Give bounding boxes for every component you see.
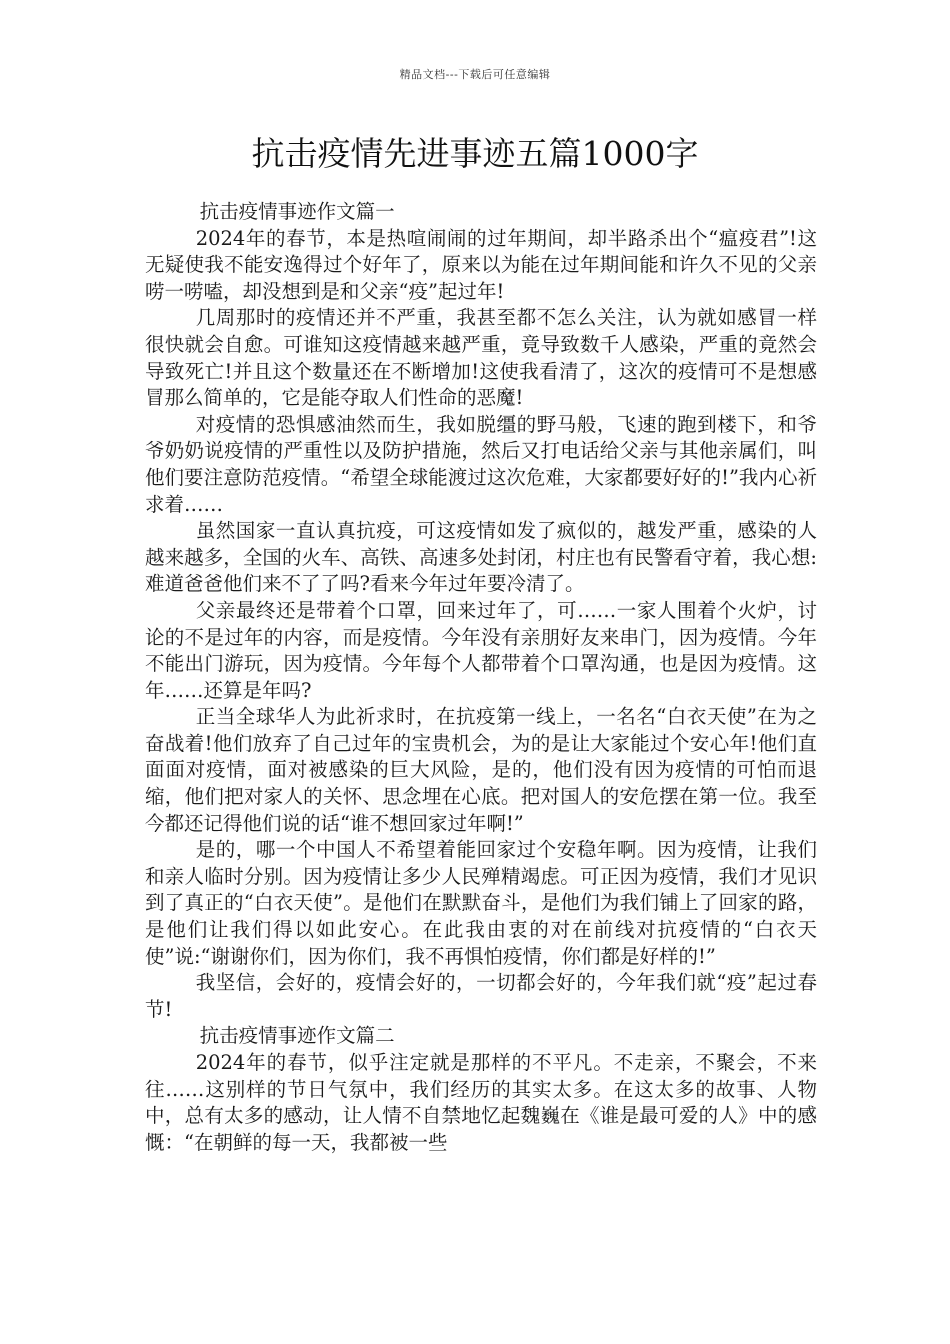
document-body [145, 199, 817, 1156]
paragraph: 是的，哪一个中国人不希望着能回家过个安稳年啊。因为疫情，让我们和亲人临时分别。因为疫情让多少人民殚精竭虑。可正因为疫情，我们才见识到了真正的“白衣天使”。是他们在默默奋斗，是他们为我们铺上了回家的路，是他们让我们得以如此安心。在此我由衷的对在前线对抗疫情的“白衣天使”说:“谢谢你们，因为你们，我不再惧怕疫情，你们都是好样的!” [145, 838, 817, 968]
section-heading-1: 抗击疫情事迹作文篇一 [199, 200, 395, 223]
paragraph: 我坚信，会好的，疫情会好的，一切都会好的，今年我们就“疫”起过春节! [145, 971, 817, 1021]
paragraph: 2024年的春节，似乎注定就是那样的不平凡。不走亲，不聚会，不来往……这别样的节日气氛中，我们经历的其实太多。在这太多的故事、人物中，总有太多的感动，让人情不自禁地忆起魏巍在《谁是最可爱的人》中的感慨：“在朝鲜的每一天，我都被一些 [145, 1051, 817, 1154]
section-heading-2: 抗击疫情事迹作文篇二 [199, 1024, 395, 1048]
page-header: 精品文档---下载后可任意编辑 [399, 68, 551, 81]
paragraph: 父亲最终还是带着个口罩，回来过年了，可……一家人围着个火炉，讨论的不是过年的内容，而是疫情。今年没有亲朋好友来串门，因为疫情。今年不能出门游玩，因为疫情。今年每个人都带着个口罩沟通，也是因为疫情。这年……还算是年吗? [145, 598, 817, 702]
document-title: 抗击疫情先进事迹五篇1000字 [251, 134, 699, 173]
paragraph: 2024年的春节，本是热喧闹闹的过年期间，却半路杀出个“瘟疫君”!这无疑使我不能安逸得过个好年了，原来以为能在过年期间能和许久不见的父亲唠一唠嗑，却没想到是和父亲“疫”起过年! [145, 226, 817, 303]
paragraph: 几周那时的疫情还并不严重，我甚至都不怎么关注，认为就如感冒一样很快就会自愈。可谁知这疫情越来越严重，竟导致数千人感染，严重的竟然会导致死亡!并且这个数量还在不断增加!这使我看清了，这次的疫情可不是想感冒那么简单的，它是能夺取人们性命的恶魔! [145, 306, 817, 410]
paragraph: 正当全球华人为此祈求时，在抗疫第一线上，一名名“白衣天使”在为之奋战着!他们放弃了自己过年的宝贵机会，为的是让大家能过个安心年!他们直面面对疫情，面对被感染的巨大风险，是的，他们没有因为疫情的可怕而退缩，他们把对家人的关怀、思念埋在心底。把对国人的安危摆在第一位。我至今都还记得他们说的话“谁不想回家过年啊!” [145, 705, 817, 835]
paragraph: 对疫情的恐惧感油然而生，我如脱缰的野马般，飞速的跑到楼下，和爷爷奶奶说疫情的严重性以及防护措施，然后又打电话给父亲与其他亲属们，叫他们要注意防范疫情。“希望全球能渡过这次危难，大家都要好好的!”我内心祈求着…… [145, 412, 817, 516]
paragraph: 虽然国家一直认真抗疫，可这疫情如发了疯似的，越发严重，感染的人越来越多，全国的火车、高铁、高速多处封闭，村庄也有民警看守着，我心想:难道爸爸他们来不了了吗?看来今年过年要冷清了。 [145, 519, 817, 596]
